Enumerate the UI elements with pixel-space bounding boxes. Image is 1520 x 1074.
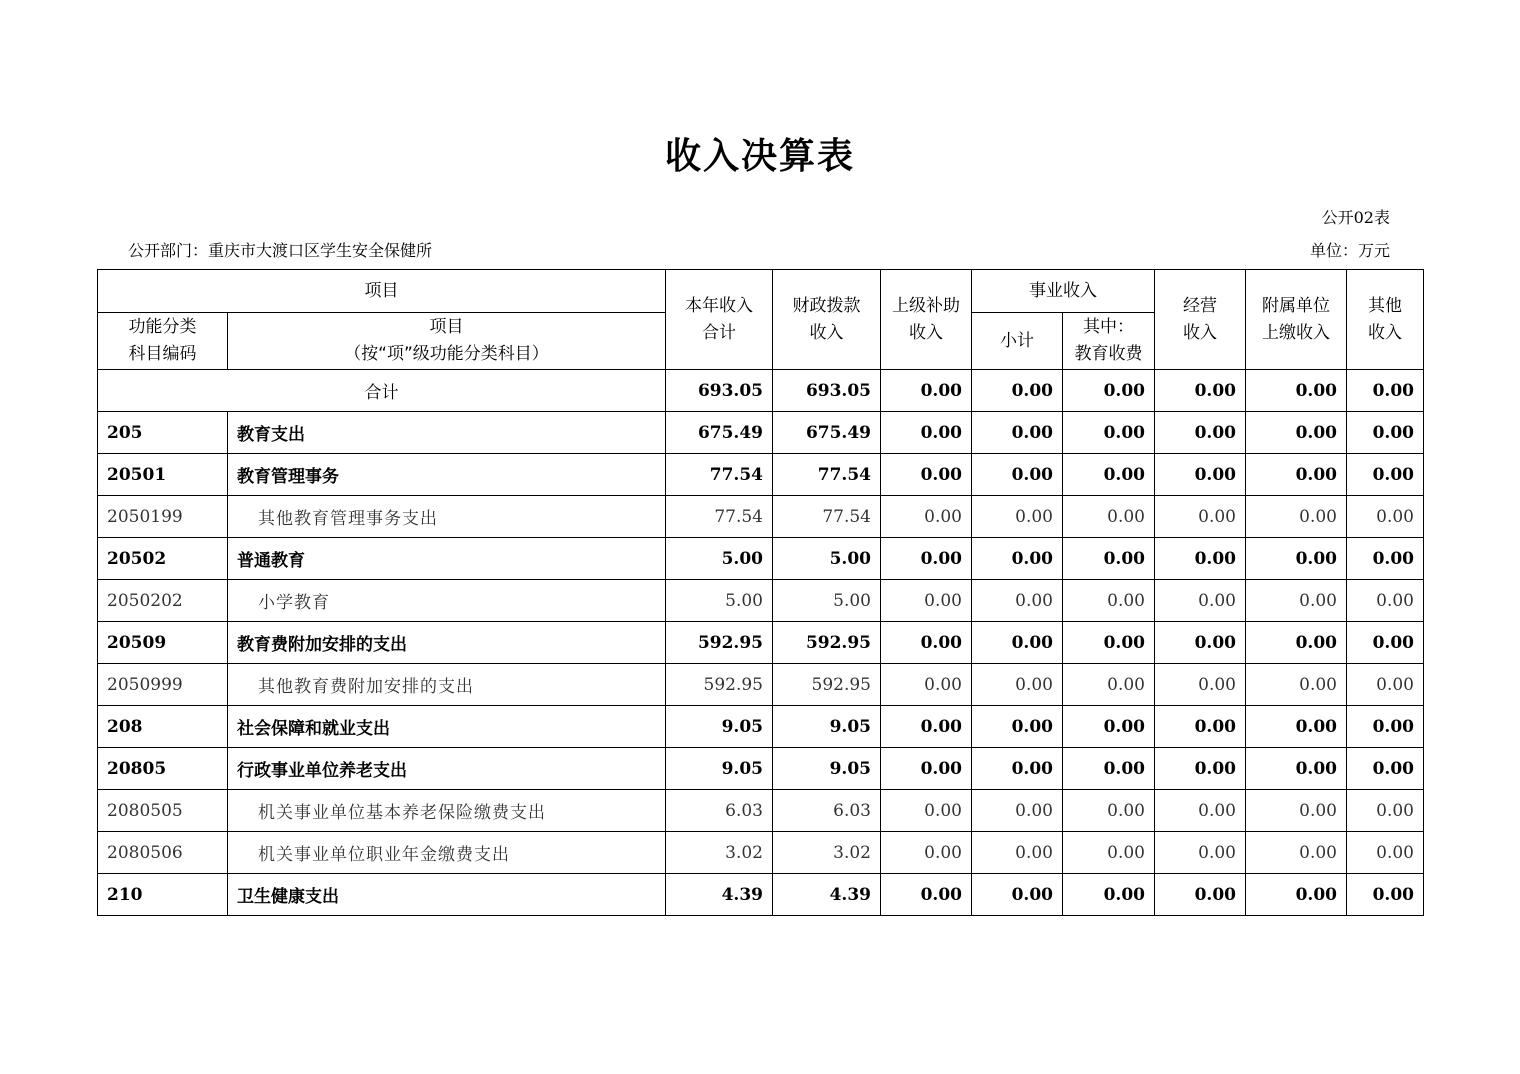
header-func-code: 功能分类 科目编码: [98, 313, 228, 370]
row-name: 卫生健康支出: [228, 874, 666, 916]
table-row: [98, 622, 1424, 664]
row-value: 0.00: [881, 622, 972, 664]
row-value: 5.00: [773, 580, 881, 622]
row-value: 0.00: [1347, 538, 1424, 580]
row-code: 2050199: [98, 496, 228, 538]
row-value: 0.00: [1155, 874, 1246, 916]
header-superior-subsidy: 上级补助 收入: [881, 270, 972, 370]
row-code: 20805: [98, 748, 228, 790]
row-code: 2050202: [98, 580, 228, 622]
row-value: 5.00: [666, 580, 773, 622]
row-value: 0.00: [1347, 664, 1424, 706]
row-value: 0.00: [1246, 706, 1347, 748]
row-value: 0.00: [1347, 454, 1424, 496]
row-value: 9.05: [666, 748, 773, 790]
form-number: 公开02表: [1321, 208, 1390, 227]
row-value: 0.00: [881, 874, 972, 916]
row-value: 0.00: [1155, 706, 1246, 748]
table-row: [98, 454, 1424, 496]
row-value: 77.54: [773, 496, 881, 538]
row-value: 6.03: [773, 790, 881, 832]
row-value: 0.00: [1063, 706, 1155, 748]
row-name: 教育费附加安排的支出: [228, 622, 666, 664]
row-value: 0.00: [1246, 622, 1347, 664]
row-value: 0.00: [1155, 454, 1246, 496]
row-value: 0.00: [972, 538, 1063, 580]
row-value: 0.00: [1155, 622, 1246, 664]
page-title: 收入决算表: [664, 136, 855, 177]
row-value: 0.00: [1063, 412, 1155, 454]
row-value: 0.00: [1246, 580, 1347, 622]
row-value: 4.39: [666, 874, 773, 916]
row-value: 77.54: [773, 454, 881, 496]
row-value: 0.00: [1063, 622, 1155, 664]
row-value: 3.02: [773, 832, 881, 874]
row-value: 0.00: [972, 496, 1063, 538]
row-value: 0.00: [1347, 874, 1424, 916]
total-value: 693.05: [773, 370, 881, 412]
row-value: 0.00: [972, 790, 1063, 832]
header-fiscal-appropriation: 财政拨款 收入: [773, 270, 881, 370]
row-value: 0.00: [1155, 790, 1246, 832]
row-value: 9.05: [666, 706, 773, 748]
total-value: 693.05: [666, 370, 773, 412]
total-row: [98, 370, 1424, 412]
row-value: 0.00: [881, 538, 972, 580]
row-value: 0.00: [1246, 664, 1347, 706]
row-value: 0.00: [1347, 622, 1424, 664]
row-value: 0.00: [1063, 580, 1155, 622]
row-value: 675.49: [666, 412, 773, 454]
row-value: 0.00: [1246, 496, 1347, 538]
row-value: 5.00: [773, 538, 881, 580]
table-row: [98, 832, 1424, 874]
table-row: [98, 496, 1424, 538]
table-row: [98, 412, 1424, 454]
row-value: 592.95: [773, 622, 881, 664]
unit-label: 单位：万元: [1309, 241, 1390, 260]
row-value: 0.00: [1063, 790, 1155, 832]
row-value: 0.00: [972, 412, 1063, 454]
row-value: 592.95: [666, 664, 773, 706]
row-name: 其他教育管理事务支出: [228, 496, 666, 538]
row-value: 675.49: [773, 412, 881, 454]
row-value: 0.00: [881, 790, 972, 832]
row-value: 0.00: [972, 832, 1063, 874]
row-value: 592.95: [773, 664, 881, 706]
header-career-edu-fee: 其中： 教育收费: [1063, 313, 1155, 370]
row-value: 0.00: [972, 664, 1063, 706]
row-code: 2080505: [98, 790, 228, 832]
row-value: 0.00: [1155, 748, 1246, 790]
total-value: 0.00: [1063, 370, 1155, 412]
row-value: 0.00: [972, 706, 1063, 748]
header-operating-income: 经营 收入: [1155, 270, 1246, 370]
row-value: 9.05: [773, 748, 881, 790]
total-label: 合计: [98, 370, 666, 412]
row-value: 0.00: [1246, 538, 1347, 580]
row-value: 0.00: [1155, 496, 1246, 538]
row-code: 20502: [98, 538, 228, 580]
income-table: [97, 269, 1424, 916]
row-name: 社会保障和就业支出: [228, 706, 666, 748]
header-affiliated-income: 附属单位 上缴收入: [1246, 270, 1347, 370]
row-value: 0.00: [972, 748, 1063, 790]
row-name: 教育管理事务: [228, 454, 666, 496]
row-value: 0.00: [1246, 790, 1347, 832]
row-value: 0.00: [1155, 412, 1246, 454]
row-value: 0.00: [1246, 748, 1347, 790]
row-value: 0.00: [1155, 580, 1246, 622]
table-row: [98, 790, 1424, 832]
row-code: 2080506: [98, 832, 228, 874]
row-value: 0.00: [1246, 454, 1347, 496]
table-row: [98, 706, 1424, 748]
row-value: 0.00: [1246, 832, 1347, 874]
row-name: 小学教育: [228, 580, 666, 622]
row-code: 210: [98, 874, 228, 916]
row-value: 0.00: [881, 580, 972, 622]
row-value: 0.00: [1155, 664, 1246, 706]
total-value: 0.00: [1347, 370, 1424, 412]
row-value: 0.00: [1155, 538, 1246, 580]
row-value: 0.00: [1063, 664, 1155, 706]
row-value: 0.00: [881, 664, 972, 706]
total-value: 0.00: [972, 370, 1063, 412]
row-value: 6.03: [666, 790, 773, 832]
row-value: 0.00: [1063, 454, 1155, 496]
row-value: 0.00: [972, 580, 1063, 622]
row-value: 0.00: [972, 622, 1063, 664]
row-value: 9.05: [773, 706, 881, 748]
row-value: 5.00: [666, 538, 773, 580]
row-code: 2050999: [98, 664, 228, 706]
table-row: [98, 538, 1424, 580]
row-value: 0.00: [1155, 832, 1246, 874]
row-code: 20501: [98, 454, 228, 496]
header-other-income: 其他 收入: [1347, 270, 1424, 370]
row-name: 教育支出: [228, 412, 666, 454]
table-row: [98, 748, 1424, 790]
table-row: [98, 664, 1424, 706]
row-value: 0.00: [1063, 496, 1155, 538]
row-value: 0.00: [881, 748, 972, 790]
row-value: 77.54: [666, 496, 773, 538]
row-code: 208: [98, 706, 228, 748]
row-value: 0.00: [972, 874, 1063, 916]
row-code: 20509: [98, 622, 228, 664]
header-career-income: 事业收入: [972, 270, 1155, 313]
row-value: 0.00: [1347, 412, 1424, 454]
header-item-name: 项目 （按“项”级功能分类科目）: [228, 313, 666, 370]
table-row: [98, 874, 1424, 916]
row-code: 205: [98, 412, 228, 454]
row-value: 0.00: [1347, 748, 1424, 790]
row-name: 普通教育: [228, 538, 666, 580]
total-value: 0.00: [1246, 370, 1347, 412]
row-name: 机关事业单位职业年金缴费支出: [228, 832, 666, 874]
row-value: 0.00: [1347, 706, 1424, 748]
row-value: 592.95: [666, 622, 773, 664]
row-value: 77.54: [666, 454, 773, 496]
row-value: 0.00: [1347, 832, 1424, 874]
row-name: 行政事业单位养老支出: [228, 748, 666, 790]
header-career-subtotal: 小计: [972, 313, 1063, 370]
total-value: 0.00: [881, 370, 972, 412]
row-value: 0.00: [1347, 580, 1424, 622]
row-value: 0.00: [881, 454, 972, 496]
row-value: 0.00: [881, 496, 972, 538]
row-value: 0.00: [972, 454, 1063, 496]
department-label: 公开部门：重庆市大渡口区学生安全保健所: [128, 241, 433, 260]
row-value: 0.00: [1063, 832, 1155, 874]
row-value: 4.39: [773, 874, 881, 916]
row-value: 0.00: [1246, 874, 1347, 916]
table-row: [98, 580, 1424, 622]
row-value: 0.00: [881, 412, 972, 454]
row-value: 0.00: [881, 706, 972, 748]
header-total-income: 本年收入 合计: [666, 270, 773, 370]
row-value: 0.00: [1063, 874, 1155, 916]
row-value: 0.00: [1063, 748, 1155, 790]
header-item-group: 项目: [98, 270, 666, 313]
row-name: 机关事业单位基本养老保险缴费支出: [228, 790, 666, 832]
row-value: 0.00: [881, 832, 972, 874]
row-value: 0.00: [1246, 412, 1347, 454]
row-value: 0.00: [1063, 538, 1155, 580]
row-name: 其他教育费附加安排的支出: [228, 664, 666, 706]
row-value: 3.02: [666, 832, 773, 874]
row-value: 0.00: [1347, 496, 1424, 538]
total-value: 0.00: [1155, 370, 1246, 412]
row-value: 0.00: [1347, 790, 1424, 832]
